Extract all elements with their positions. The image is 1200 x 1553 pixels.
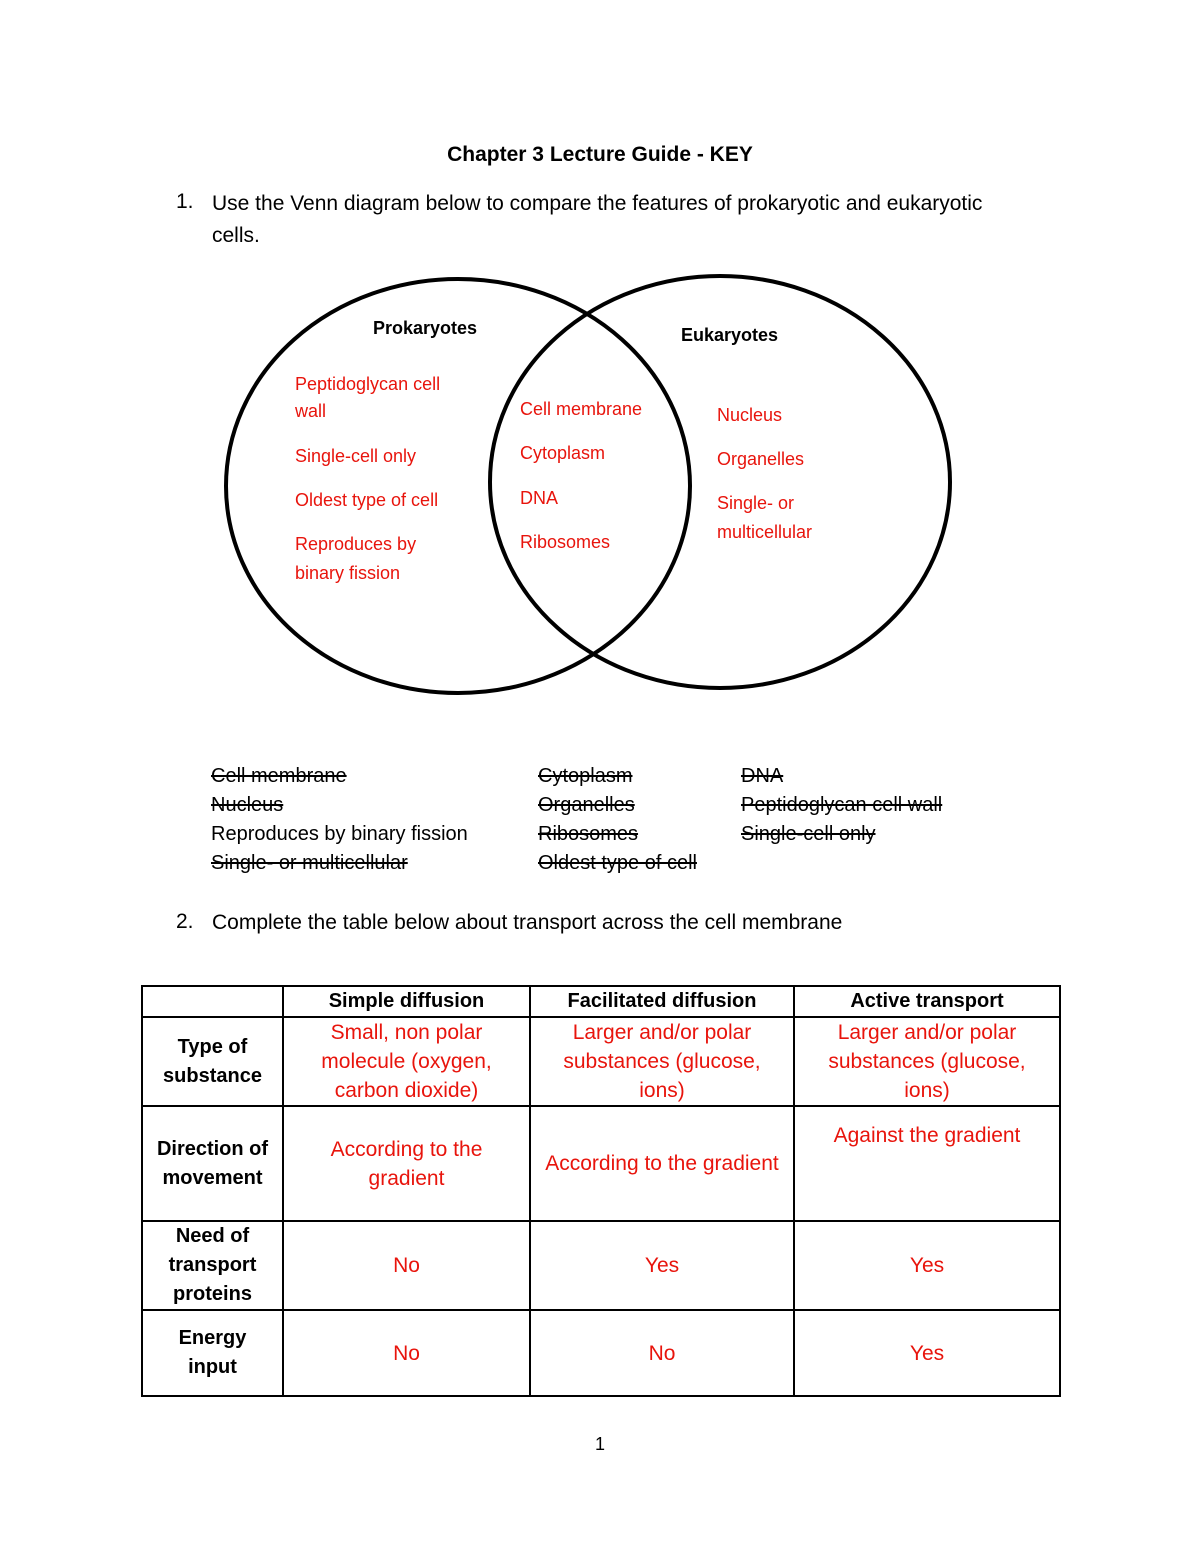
row-header-line: Type of bbox=[177, 1035, 248, 1058]
question-1-text bbox=[212, 188, 982, 252]
cell-line: ions) bbox=[639, 1079, 685, 1102]
column-header: Facilitated diffusion bbox=[530, 986, 794, 1017]
cell-line: Larger and/or polar bbox=[572, 1021, 752, 1044]
table-cell bbox=[530, 1106, 794, 1221]
cell-line: According to the gradient bbox=[545, 1152, 779, 1175]
table-cell bbox=[283, 1221, 530, 1310]
table-row bbox=[142, 1310, 1060, 1396]
table-cell bbox=[530, 1221, 794, 1310]
venn-diagram bbox=[0, 270, 1200, 700]
row-header bbox=[142, 1017, 283, 1106]
table-cell bbox=[794, 1221, 1060, 1310]
cell-line: Yes bbox=[644, 1254, 680, 1277]
word-bank-column-2 bbox=[538, 762, 697, 878]
word-bank-term: Single-cell only bbox=[741, 823, 876, 845]
row-header-line: substance bbox=[163, 1064, 262, 1087]
table-cell bbox=[794, 1310, 1060, 1396]
cell-line: carbon dioxide) bbox=[334, 1079, 479, 1102]
word-bank-term: Oldest type of cell bbox=[538, 852, 697, 874]
cell-line: ions) bbox=[904, 1079, 950, 1102]
cell-line: No bbox=[393, 1341, 420, 1365]
cell-line: Yes bbox=[909, 1341, 945, 1365]
cell-line: Larger and/or polar bbox=[837, 1021, 1017, 1044]
cell-line: Small, non polar bbox=[330, 1021, 483, 1044]
question-1-number: 1. bbox=[176, 190, 194, 213]
question-2-text: Complete the table below about transport across the cell membrane bbox=[212, 911, 843, 934]
transport-table bbox=[141, 985, 1061, 1397]
table-cell bbox=[283, 1017, 530, 1106]
row-header-line: Direction of bbox=[156, 1137, 269, 1160]
prokaryote-feature: Oldest type of cell bbox=[295, 490, 439, 510]
row-header bbox=[142, 1221, 283, 1310]
prokaryotes-label: Prokaryotes bbox=[373, 318, 478, 338]
word-bank-term: Reproduces by binary fission bbox=[211, 823, 468, 845]
cell-line: gradient bbox=[368, 1166, 445, 1190]
shared-feature: Cytoplasm bbox=[520, 443, 606, 463]
prokaryote-feature: wall bbox=[295, 401, 327, 421]
table-cell bbox=[530, 1017, 794, 1106]
cell-line: Against the gradient bbox=[833, 1124, 1021, 1147]
shared-feature: Cell membrane bbox=[520, 399, 643, 419]
page-title: Chapter 3 Lecture Guide - KEY bbox=[447, 143, 753, 166]
column-header: Simple diffusion bbox=[283, 986, 530, 1017]
cell-line: molecule (oxygen, bbox=[321, 1050, 492, 1073]
word-bank-term: Organelles bbox=[538, 794, 635, 816]
column-header: Active transport bbox=[794, 986, 1060, 1017]
row-header-line: Energy bbox=[178, 1327, 247, 1349]
word-bank-term: Peptidoglycan cell wall bbox=[741, 794, 943, 816]
row-header-line: movement bbox=[162, 1166, 263, 1189]
word-bank-term: DNA bbox=[741, 765, 784, 787]
table-row bbox=[142, 1017, 1060, 1106]
eukaryotes-label: Eukaryotes bbox=[681, 325, 779, 345]
word-bank-column-3 bbox=[741, 762, 942, 849]
row-header bbox=[142, 1106, 283, 1221]
page-number: 1 bbox=[594, 1434, 605, 1454]
shared-feature: DNA bbox=[520, 488, 559, 508]
row-header-line: input bbox=[188, 1356, 237, 1378]
word-bank-term: Cell membrane bbox=[211, 765, 347, 787]
table-corner-cell bbox=[142, 986, 283, 1017]
word-bank-term: Ribosomes bbox=[538, 823, 639, 845]
eukaryote-feature: multicellular bbox=[717, 522, 813, 542]
word-bank-column-1 bbox=[211, 762, 468, 878]
prokaryote-feature: Peptidoglycan cell bbox=[295, 374, 441, 394]
cell-line: substances (glucose, bbox=[563, 1050, 761, 1073]
word-bank-term: Single- or multicellular bbox=[211, 852, 408, 874]
table-row bbox=[142, 1221, 1060, 1310]
row-header-line: proteins bbox=[173, 1283, 252, 1305]
row-header bbox=[142, 1310, 283, 1396]
table-header-row bbox=[142, 986, 1060, 1017]
eukaryote-feature: Organelles bbox=[717, 449, 805, 469]
cell-line: No bbox=[393, 1254, 420, 1277]
question-2-number: 2. bbox=[176, 910, 194, 933]
table-cell bbox=[530, 1310, 794, 1396]
cell-line: According to the bbox=[330, 1137, 483, 1161]
row-header-line: Need of bbox=[175, 1225, 250, 1247]
cell-line: substances (glucose, bbox=[828, 1050, 1026, 1073]
table-cell bbox=[283, 1310, 530, 1396]
question-1-line-1: Use the Venn diagram below to compare the features of prokaryotic and eukaryotic bbox=[212, 192, 983, 215]
question-1-line-2: cells. bbox=[212, 224, 260, 247]
prokaryote-feature: binary fission bbox=[295, 563, 401, 583]
prokaryote-feature: Single-cell only bbox=[295, 446, 417, 466]
shared-feature: Ribosomes bbox=[520, 532, 611, 552]
row-header-line: transport bbox=[168, 1254, 257, 1276]
cell-line: Yes bbox=[909, 1254, 945, 1277]
cell-line: No bbox=[648, 1341, 676, 1365]
table-cell bbox=[283, 1106, 530, 1221]
prokaryote-feature: Reproduces by bbox=[295, 534, 417, 554]
eukaryote-feature: Nucleus bbox=[717, 405, 783, 425]
word-bank-term: Cytoplasm bbox=[538, 765, 633, 787]
table-row bbox=[142, 1106, 1060, 1221]
table-cell bbox=[794, 1106, 1060, 1221]
word-bank-term: Nucleus bbox=[211, 794, 284, 816]
eukaryote-feature: Single- or bbox=[717, 493, 795, 513]
table-cell bbox=[794, 1017, 1060, 1106]
